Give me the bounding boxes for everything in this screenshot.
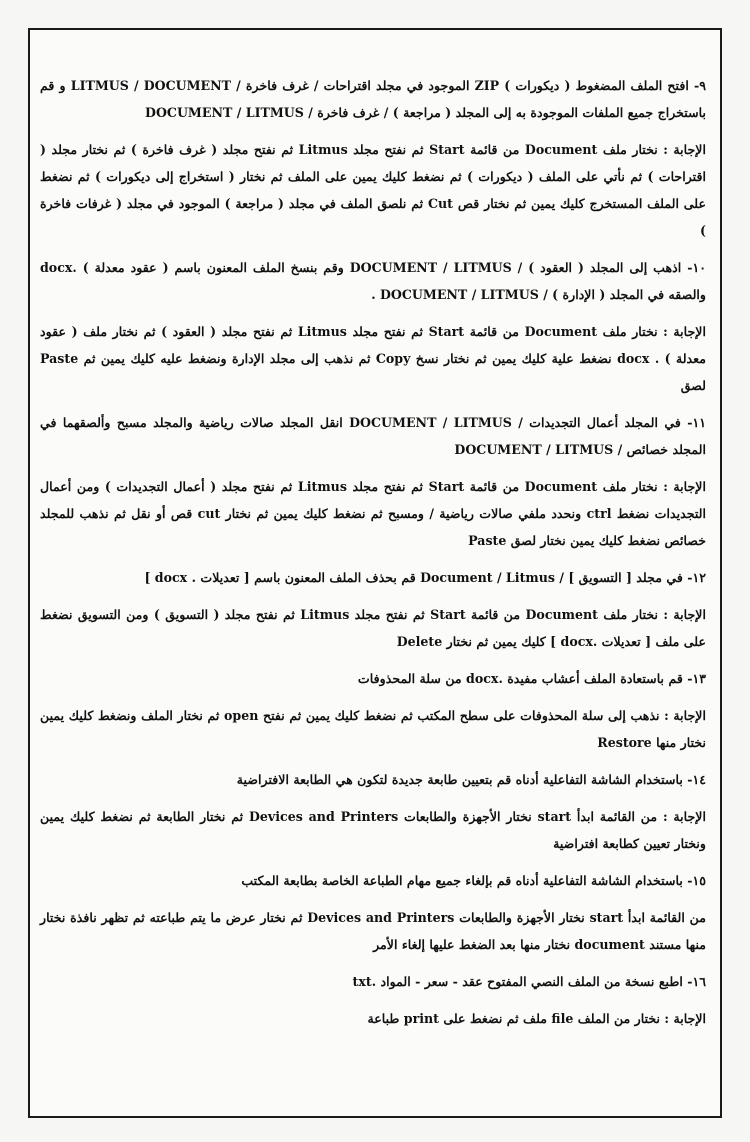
question-15: ١٥- باستخدام الشاشة التفاعلية أدناه قم بإلغاء جميع مهام الطباعة الخاصة بطابعة المكتب <box>241 873 706 888</box>
page-frame <box>28 28 722 1118</box>
answer-14: الإجابة : من القائمة ابدأ start نختار الأجهزة والطابعات Devices and Printers ثم نختار الطابعة ثم نضغط كليك يمين ونختار تعيين كطابعة افتراضية <box>40 809 706 851</box>
answer-13: الإجابة : نذهب إلى سلة المحذوفات على سطح المكتب ثم نضغط كليك يمين ثم نفتح open ثم نختار الملف ونضغط كليك يمين نختار منها Restore <box>40 708 706 750</box>
answer-16: الإجابة : نختار من الملف file ملف ثم نضغط على print طباعة <box>367 1011 706 1026</box>
answer-15: من القائمة ابدأ start نختار الأجهزة والطابعات Devices and Printers ثم نختار عرض ما يتم طباعته ثم تظهر نافذة نختار منها مستند document نختار منها بعد الضغط عليها إلغاء الأمر <box>40 910 706 952</box>
answer-10: الإجابة : نختار ملف Document من قائمة Start ثم نفتح مجلد Litmus ثم نفتح مجلد ( العقود ) ثم نختار ملف ( عقود معدلة ) . docx نضغط علية كليك يمين ثم نختار نسخ Copy ثم نذهب إلى مجلد الإدارة ونضغط عليه كليك يمين ثم Paste لصق <box>40 324 706 393</box>
question-11: ١١- في المجلد أعمال التجديدات / DOCUMENT / LITMUS انقل المجلد صالات رياضية والمجلد مسبح وألصقهما في المجلد خصائص / DOCUMENT / LITMUS <box>40 415 706 457</box>
answer-9: الإجابة : نختار ملف Document من قائمة Start ثم نفتح مجلد Litmus ثم نفتح مجلد ( غرف فاخرة ) ثم نختار مجلد ( اقتراحات ) ثم نأتي على الملف ( ديكورات ) ثم نضغط كليك يمين على الملف ثم نختار ( استخراج إلى ديكورات ) ثم نضغط على الملف المستخرج كليك يمين ثم نختار قص Cut ثم نلصق الملف في مجلد ( مراجعة ) الموجود في مجلد ( غرفات فاخرة ) <box>40 142 706 238</box>
question-16: ١٦- اطبع نسخة من الملف النصي المفتوح عقد - سعر - المواد .txt <box>352 974 706 989</box>
question-9: ٩- افتح الملف المضغوط ( ديكورات ) ZIP الموجود في مجلد اقتراحات / غرف فاخرة / LITMUS / DOCUMENT و قم باستخراج جميع الملفات الموجودة به إلى المجلد ( مراجعة ) / غرف فاخرة / DOCUMENT / LITMUS <box>40 78 706 120</box>
question-12: ١٢- في مجلد [ التسويق ] / Document / Litmus قم بحذف الملف المعنون باسم [ تعديلات . docx ] <box>144 570 706 585</box>
document-body <box>40 70 706 1042</box>
question-10: ١٠- اذهب إلى المجلد ( العقود ) / DOCUMENT / LITMUS وقم بنسخ الملف المعنون باسم ( عقود معدلة ) .docx والصقه في المجلد ( الإدارة ) / DOCUMENT / LITMUS . <box>40 260 706 302</box>
question-14: ١٤- باستخدام الشاشة التفاعلية أدناه قم بتعيين طابعة جديدة لتكون هي الطابعة الافتراضية <box>236 772 706 787</box>
question-13: ١٣- قم باستعادة الملف أعشاب مفيدة .docx من سلة المحذوفات <box>357 671 706 686</box>
answer-12: الإجابة : نختار ملف Document من قائمة Start ثم نفتح مجلد Litmus ثم نفتح مجلد ( التسويق ) ومن التسويق نضغط على ملف [ تعديلات .docx ] كليك يمين ثم نختار Delete <box>40 607 706 649</box>
answer-11: الإجابة : نختار ملف Document من قائمة Start ثم نفتح مجلد Litmus ثم نفتح مجلد ( أعمال التجديدات ) ومن أعمال التجديدات نضغط ctrl ونحدد ملفي صالات رياضية / ومسبح ثم نضغط كليك يمين ثم نختار cut قص أو نقل ثم نذهب للمجلد خصائص نضغط كليك يمين نختار لصق Paste <box>40 479 706 548</box>
